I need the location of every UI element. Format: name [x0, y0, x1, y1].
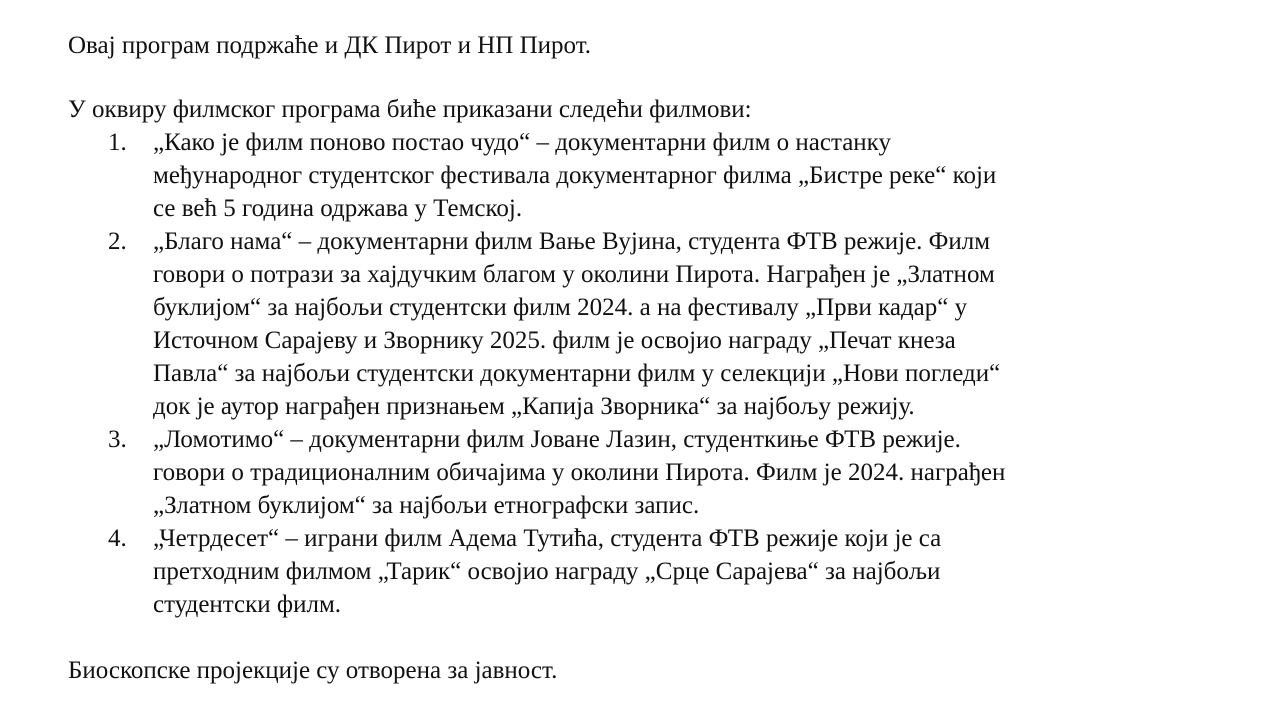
- film-description-line: Источном Сарајеву и Зворнику 2025. филм је освојио награду „Печат кнеза: [153, 327, 956, 354]
- film-description: [153, 225, 1005, 423]
- film-description-line: студентски филм.: [153, 591, 342, 618]
- film-description-line: Павла“ за најбољи студентски документарни филм у селекцији „Нови погледи“: [153, 360, 1001, 387]
- film-description: [153, 522, 1005, 621]
- film-description: [153, 423, 1005, 522]
- film-description-line: „Златном буклијом“ за најбољи етнографски запис.: [153, 492, 700, 519]
- film-list-number: 2.: [108, 228, 127, 255]
- intro-paragraph: Овај програм подржаће и ДК Пирот и НП Пирот.: [68, 32, 591, 59]
- film-description-line: међународног студентског фестивала документарног филма „Бистре реке“ који: [153, 162, 997, 189]
- closing-paragraph: Биоскопске пројекције су отворена за јавност.: [68, 657, 558, 684]
- film-description-line: се већ 5 година одржава у Темској.: [153, 195, 523, 222]
- film-list-number: 1.: [108, 129, 127, 156]
- film-description-line: „Четрдесет“ – играни филм Адема Тутића, студента ФТВ режије који је са: [153, 525, 942, 552]
- film-description-line: претходним филмом „Тарик“ освојио награду „Срце Сарајева“ за најбољи: [153, 558, 941, 585]
- film-description: [153, 126, 1005, 225]
- film-list-item: [0, 423, 1005, 522]
- film-list-item: [0, 126, 1005, 225]
- film-description-line: док је аутор награђен признањем „Капија Зворника“ за најбољу режију.: [153, 393, 915, 420]
- film-list-number: 4.: [108, 525, 127, 552]
- film-description-line: „Како је филм поново постао чудо“ – документарни филм о настанку: [153, 129, 891, 156]
- film-description-line: „Ломотимо“ – документарни филм Јоване Лазин, студенткиње ФТВ режије.: [153, 426, 961, 453]
- film-description-line: говори о традиционалним обичајима у околини Пирота. Филм је 2024. награђен: [153, 459, 1006, 486]
- film-description-line: „Благо нама“ – документарни филм Вање Вујина, студента ФТВ режије. Филм: [153, 228, 991, 255]
- film-list-item: [0, 522, 1005, 621]
- film-description-line: говори о потрази за хајдучким благом у околини Пирота. Награђен је „Златном: [153, 261, 995, 288]
- film-list-item: [0, 225, 1005, 423]
- film-description-line: буклијом“ за најбољи студентски филм 2024. а на фестивалу „Први кадар“ у: [153, 294, 968, 321]
- film-list: [0, 126, 1005, 621]
- film-list-number: 3.: [108, 426, 127, 453]
- film-program-lead: У оквиру филмског програма биће приказани следећи филмови:: [68, 96, 752, 123]
